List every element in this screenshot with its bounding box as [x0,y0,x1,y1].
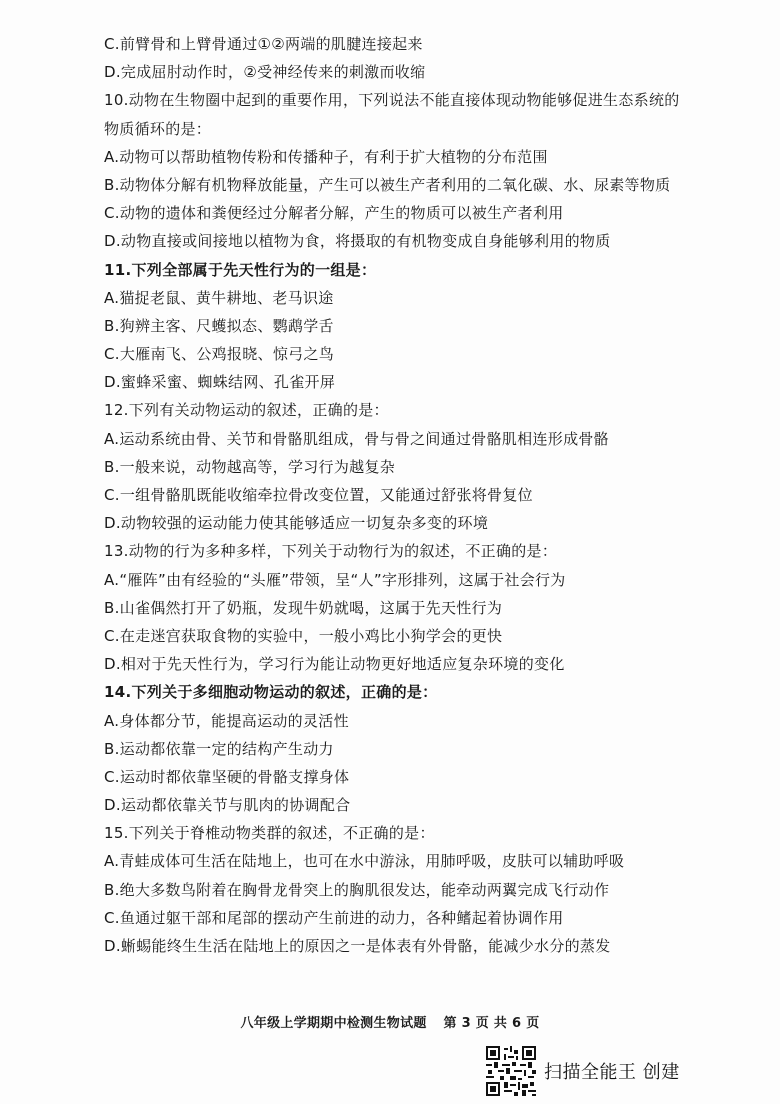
question-stem: 14.下列关于多细胞动物运动的叙述，正确的是： [104,683,438,702]
answer-option: D.完成屈肘动作时，②受神经传来的刺激而收缩 [104,63,426,82]
answer-option: A.运动系统由骨、关节和骨骼肌组成，骨与骨之间通过骨骼肌相连形成骨骼 [104,429,609,448]
answer-option: B.一般来说，动物越高等，学习行为越复杂 [104,457,396,476]
answer-option: C.前臂骨和上臂骨通过①②两端的肌腱连接起来 [104,35,423,53]
answer-option: D.动物较强的运动能力使其能够适应一切复杂多变的环境 [104,514,489,533]
answer-option: C.在走迷宫获取食物的实验中，一般小鸡比小狗学会的更快 [104,626,503,645]
qr-code-icon [486,1046,536,1096]
answer-option: A.猫捉老鼠、黄牛耕地、老马识途 [104,288,334,307]
question-stem: 15.下列关于脊椎动物类群的叙述，不正确的是： [104,824,435,843]
answer-option: C.大雁南飞、公鸡报晓、惊弓之鸟 [104,345,335,364]
question-stem: 12.下列有关动物运动的叙述，正确的是： [104,401,389,420]
footer-exam-title: 八年级上学期期中检测生物试题 [240,1016,427,1031]
answer-option: D.运动都依靠关节与肌肉的协调配合 [104,796,351,815]
watermark-text: 扫描全能王 创建 [544,1062,680,1083]
answer-option: C.运动时都依靠坚硬的骨骼支撑身体 [104,767,350,786]
answer-option: B.山雀偶然打开了奶瓶，发现牛奶就喝，这属于先天性行为 [104,598,503,617]
answer-option: A.身体都分节，能提高运动的灵活性 [104,711,349,730]
question-stem: 10.动物在生物圈中起到的重要作用，下列说法不能直接体现动物能够促进生态系统的 [104,91,680,110]
answer-option: D.相对于先天性行为，学习行为能让动物更好地适应复杂环境的变化 [104,655,565,674]
answer-option: C.鱼通过躯干部和尾部的摆动产生前进的动力，各种鳍起着协调作用 [104,908,564,927]
answer-option: A.“雁阵”由有经验的“头雁”带领，呈“人”字形排列，这属于社会行为 [104,570,566,589]
answer-option: A.青蛙成体可生活在陆地上，也可在水中游泳，用肺呼吸，皮肤可以辅助呼吸 [104,852,625,871]
answer-option: B.动物体分解有机物释放能量，产生可以被生产者利用的二氧化碳、水、尿素等物质 [104,175,671,194]
answer-option: D.动物直接或间接地以植物为食，将摄取的有机物变成自身能够利用的物质 [104,232,611,251]
question-stem: 11.下列全部属于先天性行为的一组是： [104,260,377,279]
question-text-block [104,30,744,960]
answer-option: A.动物可以帮助植物传粉和传播种子，有利于扩大植物的分布范围 [104,147,548,166]
question-stem: 物质循环的是： [104,119,212,138]
answer-option: B.运动都依靠一定的结构产生动力 [104,739,334,758]
answer-option: B.绝大多数鸟附着在胸骨龙骨突上的胸肌很发达，能牵动两翼完成飞行动作 [104,880,610,899]
answer-option: B.狗辨主客、尺蠖拟态、鹦鹉学舌 [104,316,334,335]
footer-page-number: 第 3 页 共 6 页 [443,1016,540,1031]
answer-option: C.动物的遗体和粪便经过分解者分解，产生的物质可以被生产者利用 [104,204,564,223]
question-stem: 13.动物的行为多种多样，下列关于动物行为的叙述，不正确的是： [104,542,558,561]
answer-option: C.一组骨骼肌既能收缩牵拉骨改变位置，又能通过舒张将骨复位 [104,486,533,504]
answer-option: D.蜥蜴能终生生活在陆地上的原因之一是体表有外骨骼，能减少水分的蒸发 [104,937,611,955]
page-footer [0,1012,780,1031]
answer-option: D.蜜蜂采蜜、蜘蛛结网、孔雀开屏 [104,373,336,392]
scanner-watermark [486,1046,680,1096]
